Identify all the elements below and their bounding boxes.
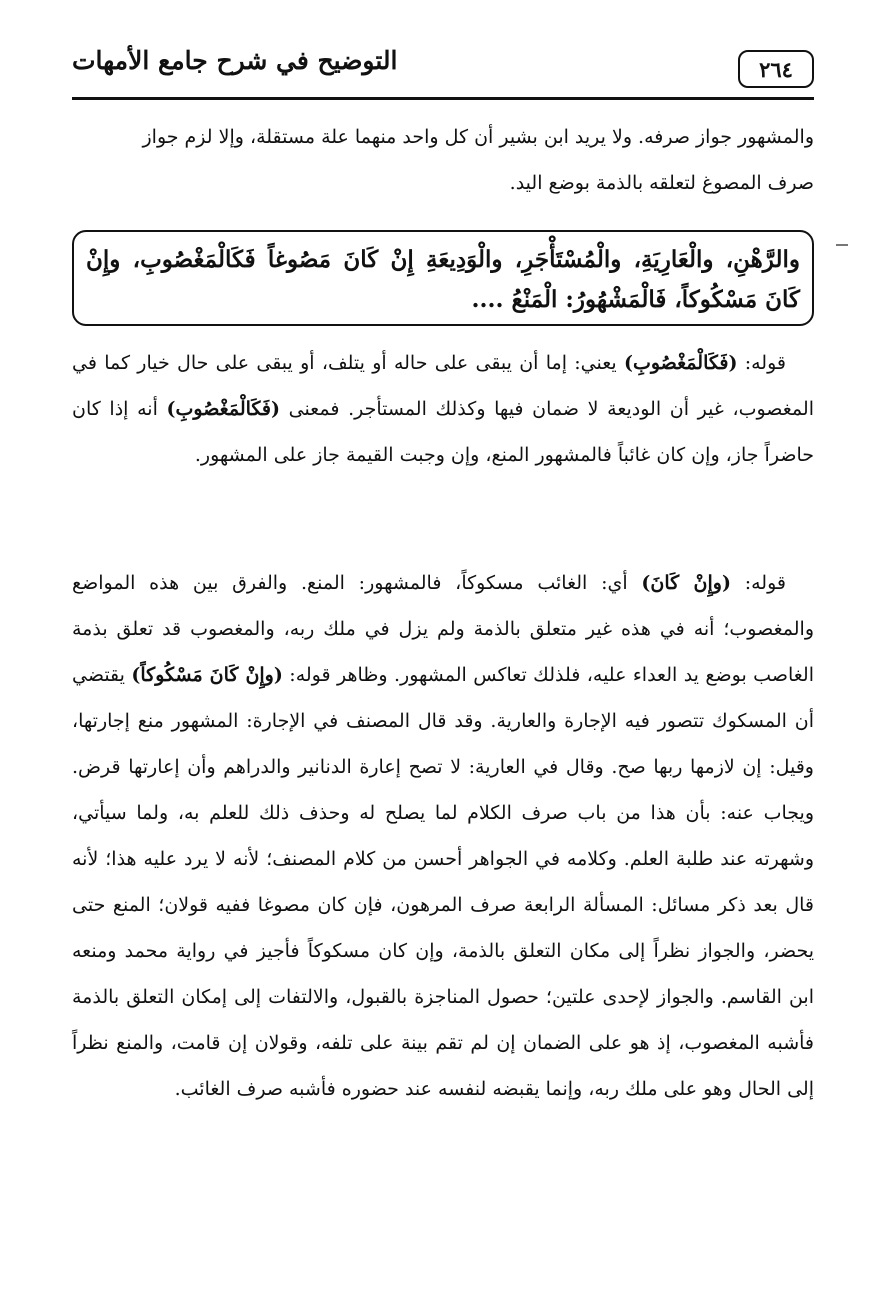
- commentary-1-lead: قوله:: [737, 352, 786, 374]
- margin-mark: [836, 244, 848, 246]
- header-divider: [72, 97, 814, 100]
- commentary-2-text-2: يقتضي أن المسكوك تتصور فيه الإجارة والعارية. وقد قال المصنف في الإجارة: المشهور منع إجارتها، وقيل: إن لازمها ربها صح. وقال في العارية: لا تصح إعارة الدنانير والدراهم وأن إعارتها قرض. ويجاب عنه: بأن هذا من باب صرف الكلام لما يصلح له وحذف ذلك للعلم به، ولما سيأتي، وشهرته عند طلبة العلم. وكلامه في الجواهر أحسن من كلام المصنف؛ لأنه لا يرد عليه هذا؛ لأنه قال بعد ذكر مسائل: المسألة الرابعة صرف المرهون، فإن كان مصوغا ففيه قولان؛ المنع حتى يحضر، والجواز نظراً إلى مكان التعلق بالذمة، وإن كان مسكوكاً فأجيز في رواية محمد ومنعه ابن القاسم. والجواز لإحدى علتين؛ حصول المناجزة بالقبول، والالتفات إلى إمكان التعلق بالذمة فأشبه المغصوب، إذ هو على الضمان إن لم تقم بينة على تلفه، وقولان إن قامت، والمنع نظراً إلى الحال وهو على ملك ربه، وإنما يقبضه لنفسه عند حضوره فأشبه صرف الغائب.: [72, 664, 814, 1100]
- intro-paragraph: [72, 114, 814, 206]
- intro-line-1: والمشهور جواز صرفه. ولا يريد ابن بشير أن كل واحد منهما علة مستقلة، وإلا لزم جواز: [142, 126, 814, 148]
- commentary-2: [72, 560, 814, 1112]
- page-number: ٢٦٤: [738, 50, 814, 88]
- intro-line-2: صرف المصوغ لتعلقه بالذمة بوضع اليد.: [509, 172, 814, 194]
- commentary-2-quote-1: (وإِنْ كَانَ): [641, 572, 731, 594]
- commentary-1: [72, 340, 814, 478]
- commentary-1-quote-1: (فَكَالْمَغْصُوبِ): [623, 352, 738, 374]
- commentary-2-quote-2: (وإِنْ كَانَ مَسْكُوكاً): [131, 664, 283, 686]
- page-header: [72, 44, 814, 100]
- commentary-1-quote-2: (فَكَالْمَغْصُوبِ): [166, 398, 280, 420]
- book-title: التوضيح في شرح جامع الأمهات: [72, 46, 398, 75]
- commentary-1-text-1: يعني: إما أن يبقى على حاله أو يتلف، أو يبقى على حال خيار كما في المغصوب، غير أن الوديعة لا ضمان فيها وكذلك المستأجر. فمعنى: [72, 352, 814, 420]
- commentary-2-lead: قوله:: [730, 572, 786, 594]
- commentary-2-text-1: أي: الغائب مسكوكاً، فالمشهور: المنع. والفرق بين هذه المواضع والمغصوب؛ أنه في هذه غير متعلق بالذمة ولم يزل في ملك ربه، والمغصوب قد تعلق بذمة الغاصب بوضع يد العداء عليه، فلذلك تعاكس المشهور. وظاهر قوله:: [72, 572, 814, 686]
- matn-box: [72, 230, 814, 326]
- commentary-1-text-2: أنه إذا كان حاضراً جاز، وإن كان غائباً فالمشهور المنع، وإن وجبت القيمة جاز على المشهور.: [72, 398, 814, 466]
- matn-text: والرَّهْنِ، والْعَارِيَةِ، والْمُسْتَأْجَرِ، والْوَدِيعَةِ إِنْ كَانَ مَصُوغاً فَكَالْمَغْصُوبِ، وإِنْ كَانَ مَسْكُوكاً، فَالْمَشْهُورُ: الْمَنْعُ ....: [86, 246, 800, 313]
- commentary-2-paragraph: [72, 560, 814, 1112]
- commentary-1-paragraph: [72, 340, 814, 478]
